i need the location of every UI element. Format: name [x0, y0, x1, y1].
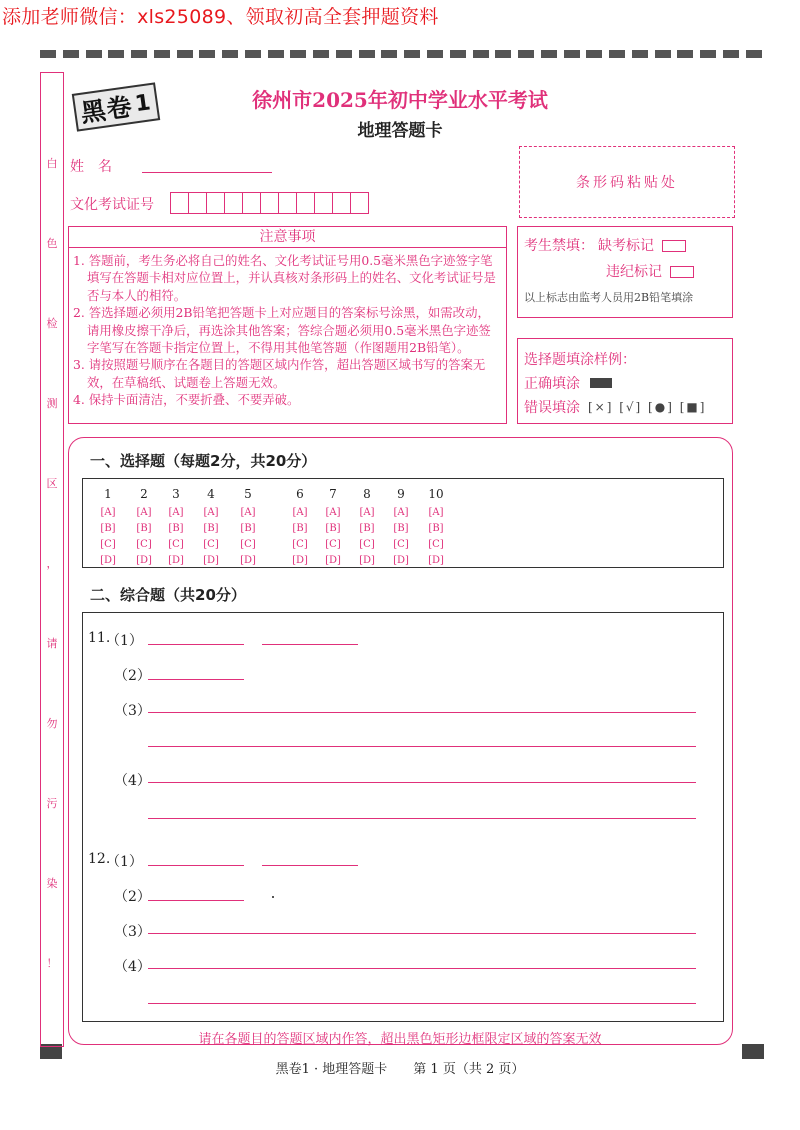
q12-1-answer-line[interactable] [262, 865, 358, 866]
question-column: 4 [A] [B] [C] [D] [198, 487, 224, 569]
q12-1-answer-line[interactable] [148, 865, 244, 866]
q11-part-label: （3） [114, 703, 151, 719]
side-char: 白 [46, 157, 58, 170]
wrong-fill-samples: [×] [√] [●] [■] [588, 400, 707, 414]
question-column: 2 [A] [B] [C] [D] [131, 487, 157, 569]
option-c[interactable]: [C] [240, 539, 256, 550]
exam-marks-box [517, 226, 733, 318]
option-d[interactable]: [D] [203, 555, 219, 566]
violation-mark-box[interactable] [670, 266, 694, 278]
side-char: 测 [46, 397, 58, 410]
question-column: 9 [A] [B] [C] [D] [388, 487, 414, 569]
card-title: 地理答题卡 [357, 121, 443, 141]
q11-part-label: （2） [114, 668, 151, 684]
q11-1-answer-line[interactable] [262, 644, 358, 645]
exam-marks-prefix: 考生禁填： [524, 238, 594, 254]
name-field[interactable] [142, 172, 272, 173]
notice-item: 1. 答题前，考生务必将自己的姓名、文化考试证号用0.5毫米黑色字迹签字笔填写在答题卡相对应位置上，并认真核对条形码上的姓名、文化考试证号是否与本人的相符。 [73, 253, 496, 303]
q11-4-answer-line[interactable] [148, 782, 696, 783]
q12-part-label: （4） [114, 959, 151, 975]
question-column: 5 [A] [B] [C] [D] [235, 487, 261, 569]
correct-fill-sample [590, 378, 612, 388]
side-char: 区 [46, 477, 58, 490]
option-b[interactable]: [B] [292, 523, 308, 534]
option-d[interactable]: [D] [292, 555, 308, 566]
id-label: 文化考试证号 [70, 197, 154, 213]
q12-part-label: （2） [114, 889, 151, 905]
barcode-label: 条形码粘贴处 [576, 175, 678, 191]
question-column: 1 [A] [B] [C] [D] [95, 487, 121, 569]
question-column: 10 [A] [B] [C] [D] [423, 487, 449, 569]
notice-box [68, 226, 507, 424]
q11-part-label: （1） [106, 633, 143, 649]
q11-4-answer-line[interactable] [148, 818, 696, 819]
side-char: ， [46, 557, 58, 570]
side-char: 请 [46, 637, 58, 650]
option-c[interactable]: [C] [136, 539, 152, 550]
exam-title: 徐州市2025年初中学业水平考试 [252, 88, 548, 112]
option-c[interactable]: [C] [292, 539, 308, 550]
option-b[interactable]: [B] [325, 523, 341, 534]
section1-title: 一、选择题（每题2分，共20分） [90, 452, 317, 470]
option-b[interactable]: [B] [393, 523, 409, 534]
notice-item: 2. 答选择题必须用2B铅笔把答题卡上对应题目的答案标号涂黑，如需改动，请用橡皮擦干净后，再选涂其他答案；答综合题必须用0.5毫米黑色字迹签字笔写在答题卡指定位置上，不得用其他笔答题（作图题用2B铅笔）。 [73, 305, 491, 356]
id-number-boxes[interactable] [170, 192, 368, 214]
notice-item: 3. 请按照题号顺序在各题目的答题区域内作答，超出答题区域书写的答案无效，在草稿纸、试题卷上答题无效。 [73, 357, 486, 390]
fill-sample-box [517, 338, 733, 424]
barcode-area [519, 146, 735, 218]
side-char: 色 [46, 237, 58, 250]
option-c[interactable]: [C] [428, 539, 444, 550]
fill-sample-title: 选择题填涂样例： [524, 352, 636, 368]
white-check-strip [40, 72, 64, 1047]
side-char: 勿 [46, 717, 58, 730]
question-column: 3 [A] [B] [C] [D] [163, 487, 189, 569]
q11-3-answer-line[interactable] [148, 712, 696, 713]
option-a[interactable]: [A] [393, 507, 409, 518]
q11-1-answer-line[interactable] [148, 644, 244, 645]
option-b[interactable]: [B] [359, 523, 375, 534]
option-b[interactable]: [B] [100, 523, 116, 534]
option-b[interactable]: [B] [203, 523, 219, 534]
option-a[interactable]: [A] [292, 507, 308, 518]
q12-number: 12. [88, 851, 111, 867]
option-b[interactable]: [B] [428, 523, 444, 534]
page-footer: 黑卷1 · 地理答题卡 第 1 页（共 2 页） [275, 1062, 525, 1077]
absent-mark-label: 缺考标记 [598, 238, 654, 254]
question-column: 6 [A] [B] [C] [D] [287, 487, 313, 569]
comprehensive-answer-box [82, 612, 724, 1022]
q12-part-label: （1） [106, 854, 143, 870]
option-c[interactable]: [C] [203, 539, 219, 550]
q11-2-answer-line[interactable] [148, 679, 244, 680]
side-char: 污 [46, 797, 58, 810]
correct-fill-label: 正确填涂 [524, 376, 580, 392]
top-timing-marks [40, 50, 762, 60]
option-d[interactable]: [D] [100, 555, 116, 566]
option-c[interactable]: [C] [100, 539, 116, 550]
option-c[interactable]: [C] [325, 539, 341, 550]
option-d[interactable]: [D] [359, 555, 375, 566]
option-d[interactable]: [D] [136, 555, 152, 566]
name-label: 姓 名 [70, 159, 112, 175]
option-a[interactable]: [A] [168, 507, 184, 518]
option-d[interactable]: [D] [168, 555, 184, 566]
option-a[interactable]: [A] [100, 507, 116, 518]
option-d[interactable]: [D] [240, 555, 256, 566]
option-c[interactable]: [C] [393, 539, 409, 550]
side-char: ！ [46, 957, 58, 970]
question-column: 7 [A] [B] [C] [D] [320, 487, 346, 569]
option-a[interactable]: [A] [428, 507, 444, 518]
q11-number: 11. [88, 630, 111, 646]
q11-3-answer-line[interactable] [148, 746, 696, 747]
stamp-number: 1 [133, 89, 154, 117]
watermark-text: 添加老师微信：xls25089、领取初高全套押题资料 [2, 6, 439, 28]
option-b[interactable]: [B] [136, 523, 152, 534]
exam-marks-note: 以上标志由监考人员用2B铅笔填涂 [524, 291, 694, 304]
absent-mark-box[interactable] [662, 240, 686, 252]
option-d[interactable]: [D] [428, 555, 444, 566]
choice-grid [82, 478, 724, 568]
wrong-fill-label: 错误填涂 [524, 400, 580, 416]
section2-title: 二、综合题（共20分） [90, 586, 246, 604]
q11-part-label: （4） [114, 773, 151, 789]
violation-mark-label: 违纪标记 [606, 264, 662, 280]
option-a[interactable]: [A] [359, 507, 375, 518]
q12-3-answer-line[interactable] [148, 933, 696, 934]
option-d[interactable]: [D] [393, 555, 409, 566]
side-char: 检 [46, 317, 58, 330]
option-d[interactable]: [D] [325, 555, 341, 566]
side-char: 染 [46, 877, 58, 890]
option-a[interactable]: [A] [325, 507, 341, 518]
question-column: 8 [A] [B] [C] [D] [354, 487, 380, 569]
option-b[interactable]: [B] [168, 523, 184, 534]
option-a[interactable]: [A] [240, 507, 256, 518]
stamp-text: 黑卷 [78, 91, 135, 128]
q12-4-answer-line[interactable] [148, 1003, 696, 1004]
q12-part-label: （3） [114, 924, 151, 940]
notice-item: 4. 保持卡面清洁，不要折叠、不要弄破。 [73, 392, 300, 408]
q12-4-answer-line[interactable] [148, 968, 696, 969]
option-c[interactable]: [C] [168, 539, 184, 550]
option-c[interactable]: [C] [359, 539, 375, 550]
option-a[interactable]: [A] [136, 507, 152, 518]
option-b[interactable]: [B] [240, 523, 256, 534]
q12-2-answer-line[interactable] [148, 900, 244, 901]
bottom-warning: 请在各题目的答题区域内作答，超出黑色矩形边框限定区域的答案无效 [198, 1032, 602, 1047]
notice-title: 注意事项 [69, 227, 506, 248]
option-a[interactable]: [A] [203, 507, 219, 518]
